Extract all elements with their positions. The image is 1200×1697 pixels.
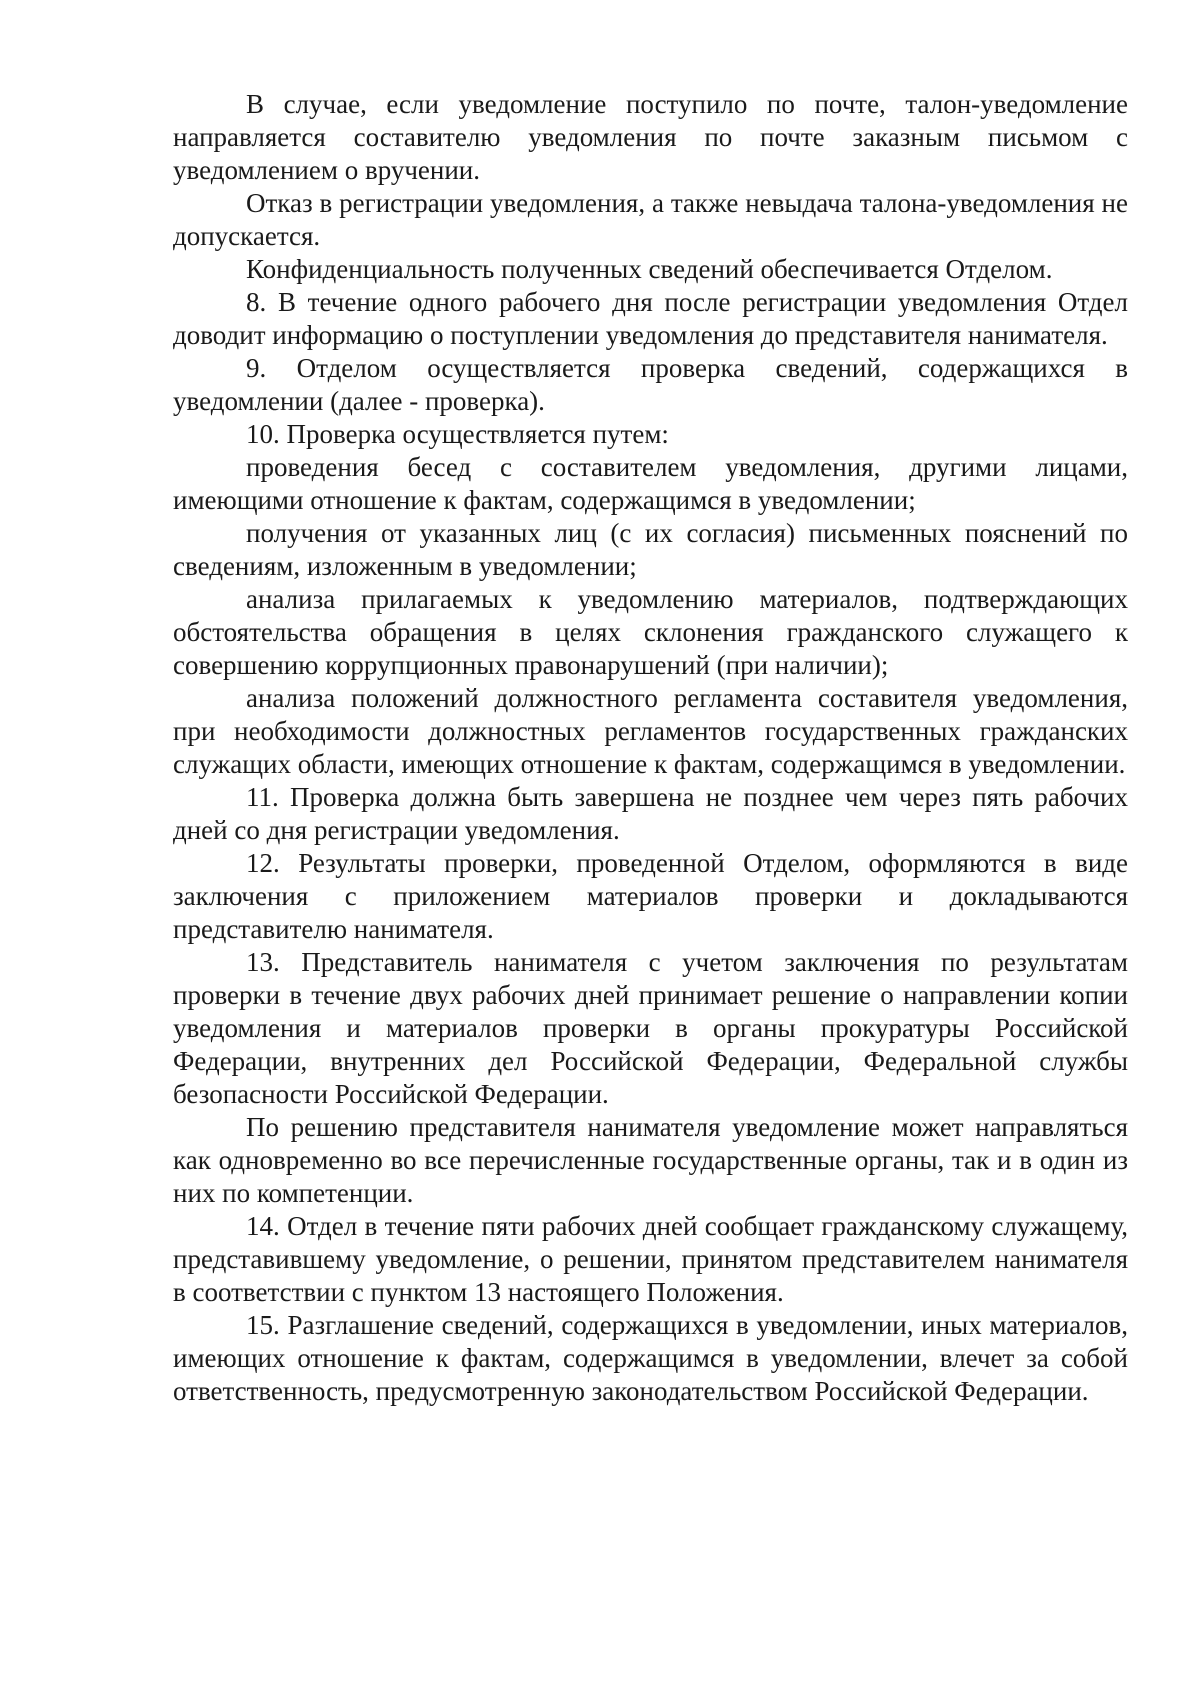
paragraph-item-8: 8. В течение одного рабочего дня после регистрации уведомления Отдел доводит информацию о поступлении уведомления до представителя нанимателя.: [173, 287, 1128, 350]
paragraph-item-10-explanations: получения от указанных лиц (с их согласия) письменных пояснений по сведениям, изложенным в уведомлении;: [173, 518, 1128, 581]
paragraph-item-10-conversations: проведения бесед с составителем уведомления, другими лицами, имеющими отношение к фактам, содержащимся в уведомлении;: [173, 452, 1128, 515]
paragraph-refusal: Отказ в регистрации уведомления, а также невыдача талона-уведомления не допускается.: [173, 188, 1128, 251]
paragraph-item-10: 10. Проверка осуществляется путем:: [246, 419, 669, 449]
document-page: [173, 88, 1128, 1408]
paragraph-item-10-materials: анализа прилагаемых к уведомлению материалов, подтверждающих обстоятельства обращения в целях склонения гражданского служащего к совершению коррупционных правонарушений (при наличии);: [173, 584, 1128, 680]
paragraph-item-13: 13. Представитель нанимателя с учетом заключения по результатам проверки в течение двух рабочих дней принимает решение о направлении копии уведомления и материалов проверки в органы прокуратуры Российской Федерации, внутренних дел Российской Федерации, Федеральной службы безопасности Российской Федерации.: [173, 947, 1128, 1109]
paragraph-item-12: 12. Результаты проверки, проведенной Отделом, оформляются в виде заключения с приложением материалов проверки и докладываются представителю нанимателя.: [173, 848, 1128, 944]
paragraph-item-11: 11. Проверка должна быть завершена не позднее чем через пять рабочих дней со дня регистрации уведомления.: [173, 782, 1128, 845]
paragraph-confidentiality: Конфиденциальность полученных сведений обеспечивается Отделом.: [246, 254, 1053, 284]
paragraph-item-9: 9. Отделом осуществляется проверка сведений, содержащихся в уведомлении (далее - проверка).: [173, 353, 1128, 416]
paragraph-item-15: 15. Разглашение сведений, содержащихся в уведомлении, иных материалов, имеющих отношение к фактам, содержащимся в уведомлении, влечет за собой ответственность, предусмотренную законодательством Российской Федерации.: [173, 1310, 1128, 1406]
paragraph-item-14: 14. Отдел в течение пяти рабочих дней сообщает гражданскому служащему, представившему уведомление, о решении, принятом представителем нанимателя в соответствии с пунктом 13 настоящего Положения.: [173, 1211, 1128, 1307]
paragraph-item-13-decision: По решению представителя нанимателя уведомление может направляться как одновременно во все перечисленные государственные органы, так и в один из них по компетенции.: [173, 1112, 1128, 1208]
paragraph-item-10-regulations: анализа положений должностного регламента составителя уведомления, при необходимости должностных регламентов государственных гражданских служащих области, имеющих отношение к фактам, содержащимся в уведомлении.: [173, 683, 1128, 779]
paragraph-mail-notice: В случае, если уведомление поступило по почте, талон-уведомление направляется составителю уведомления по почте заказным письмом с уведомлением о вручении.: [173, 89, 1128, 185]
